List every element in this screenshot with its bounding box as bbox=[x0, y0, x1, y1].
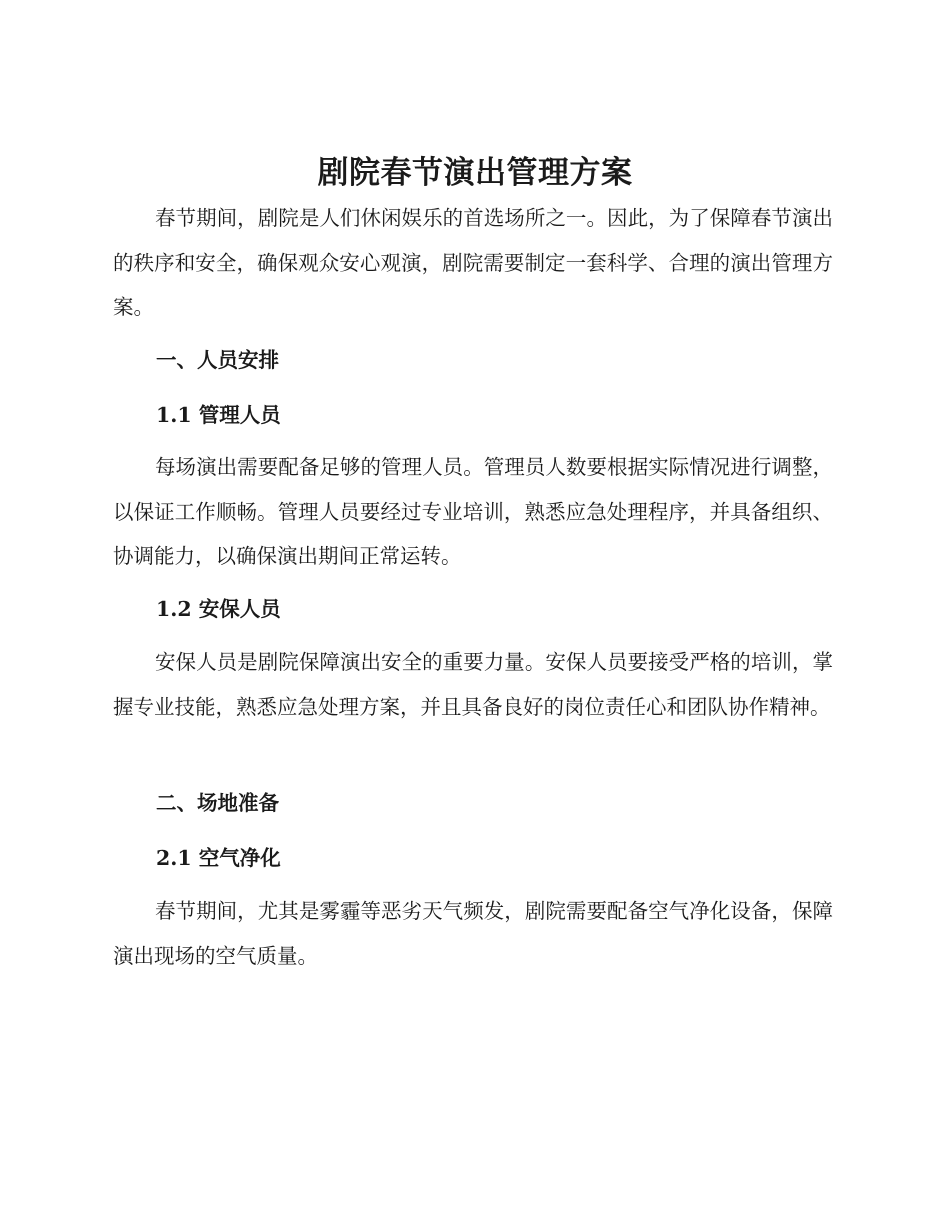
document-title: 剧院春节演出管理方案 bbox=[317, 155, 633, 191]
subsection-heading-managers: 1.1 管理人员 bbox=[156, 403, 281, 427]
paragraph-air-purification: 春节期间，尤其是雾霾等恶劣天气频发，剧院需要配备空气净化设备，保障演出现场的空气质量。 bbox=[113, 899, 833, 968]
section-heading-venue: 二、场地准备 bbox=[156, 791, 279, 815]
subsection-heading-security: 1.2 安保人员 bbox=[156, 597, 281, 621]
intro-paragraph: 春节期间，剧院是人们休闲娱乐的首选场所之一。因此，为了保障春节演出的秩序和安全，确保观众安心观演，剧院需要制定一套科学、合理的演出管理方案。 bbox=[113, 206, 833, 319]
section-heading-personnel: 一、人员安排 bbox=[156, 348, 279, 372]
paragraph-managers: 每场演出需要配备足够的管理人员。管理员人数要根据实际情况进行调整，以保证工作顺畅。管理人员要经过专业培训，熟悉应急处理程序，并具备组织、协调能力，以确保演出期间正常运转。 bbox=[113, 455, 833, 568]
subsection-heading-air-purification: 2.1 空气净化 bbox=[156, 846, 281, 870]
paragraph-security: 安保人员是剧院保障演出安全的重要力量。安保人员要接受严格的培训，掌握专业技能，熟悉应急处理方案，并且具备良好的岗位责任心和团队协作精神。 bbox=[113, 650, 833, 719]
